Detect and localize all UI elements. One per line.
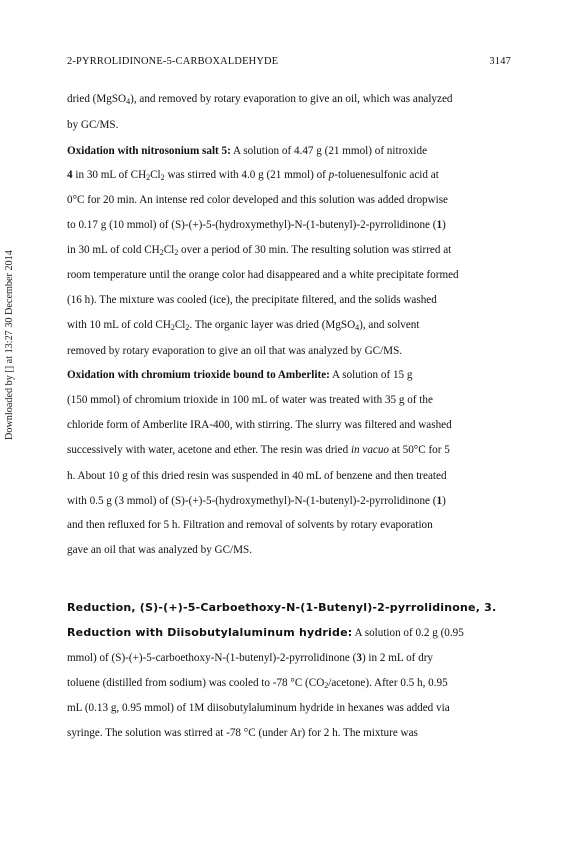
text-line: (16 h). The mixture was cooled (ice), the precipitate filtered, and the solids washed: [67, 294, 437, 306]
text-line: 4 in 30 mL of $CH_2Cl_2$ was stirred with 4.0 g (21 mmol) of p-toluenesulfonic acid at: [67, 169, 439, 182]
text-line: syringe. The solution was stirred at -78 °C (under Ar) for 2 h. The mixture was: [67, 727, 418, 739]
download-stamp: Downloaded by [] at 13:27 30 December 2014: [4, 250, 15, 440]
section-heading: Oxidation with nitrosonium salt 5:: [67, 145, 231, 157]
text-line: to 0.17 g (10 mmol) of (S)-(+)-5-(hydroxymethyl)-N-(1-butenyl)-2-pyrrolidinone (1): [67, 219, 446, 231]
text-line: h. About 10 g of this dried resin was suspended in 40 mL of benzene and then treated: [67, 470, 447, 482]
text-line: mmol) of (S)-(+)-5-carboethoxy-N-(1-butenyl)-2-pyrrolidinone (3) in 2 mL of dry: [67, 652, 433, 664]
text-line: with 0.5 g (3 mmol) of (S)-(+)-5-(hydroxymethyl)-N-(1-butenyl)-2-pyrrolidinone (1): [67, 495, 446, 507]
text-line: with 10 mL of cold $CH_2Cl_2$. The organic layer was dried (MgSO$_4$), and solvent: [67, 319, 420, 332]
section-heading: Reduction with Diisobutylaluminum hydride:: [67, 626, 353, 639]
text-line: room temperature until the orange color had disappeared and a white precipitate formed: [67, 269, 459, 281]
text-line: toluene (distilled from sodium) was cooled to -78 °C $(CO_2/acetone)$. After 0.5 h, 0.95: [67, 677, 448, 690]
text-line: in 30 mL of cold $CH_2Cl_2$ over a period of 30 min. The resulting solution was stirred at: [67, 244, 452, 257]
running-title: 2-PYRROLIDINONE-5-CARBOXALDEHYDE: [67, 56, 279, 67]
text-line: and then refluxed for 5 h. Filtration and removal of solvents by rotary evaporation: [67, 519, 433, 531]
text-line: dried (MgSO$_4$), and removed by rotary evaporation to give an oil, which was analyzed: [67, 93, 453, 106]
section-heading: Oxidation with chromium trioxide bound to Amberlite:: [67, 369, 330, 381]
text-line: Oxidation with chromium trioxide bound to Amberlite: A solution of 15 g: [67, 369, 413, 381]
section-heading: Reduction, (S)-(+)-5-Carboethoxy-N-(1-Butenyl)-2-pyrrolidinone, 3.: [67, 601, 497, 614]
text-line: chloride form of Amberlite IRA-400, with stirring. The slurry was filtered and washed: [67, 419, 452, 431]
text-line: (150 mmol) of chromium trioxide in 100 mL of water was treated with 35 g of the: [67, 394, 433, 406]
text-line: 0°C for 20 min. An intense red color developed and this solution was added dropwise: [67, 194, 449, 206]
text-line: Oxidation with nitrosonium salt 5: A solution of 4.47 g (21 mmol) of nitroxide: [67, 145, 428, 157]
text-line: by GC/MS.: [67, 119, 119, 131]
text-line: successively with water, acetone and ether. The resin was dried in vacuo at 50°C for 5: [67, 444, 450, 456]
text-line: mL (0.13 g, 0.95 mmol) of 1M diisobutylaluminum hydride in hexanes was added via: [67, 702, 450, 714]
text-line: removed by rotary evaporation to give an oil that was analyzed by GC/MS.: [67, 345, 403, 357]
running-header: [67, 56, 511, 67]
page-number: 3147: [489, 56, 511, 67]
text-line: Reduction with Diisobutylaluminum hydride: A solution of 0.2 g (0.95: [67, 626, 464, 639]
text-line: gave an oil that was analyzed by GC/MS.: [67, 544, 253, 556]
